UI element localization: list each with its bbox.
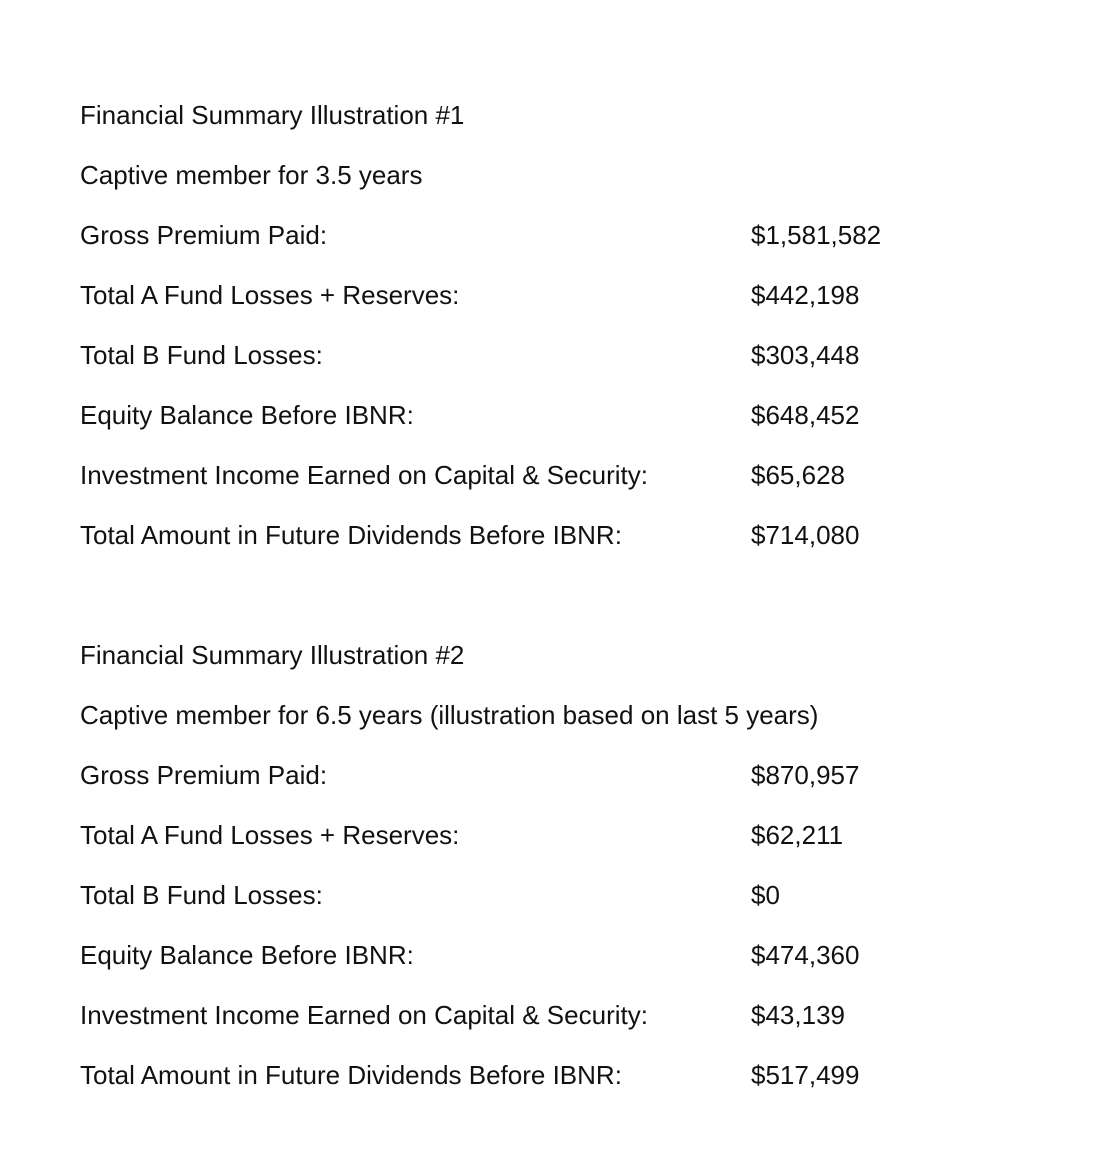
row-value: $442,198 <box>751 280 860 310</box>
illustration-1-title: Financial Summary Illustration #1 <box>80 100 465 130</box>
row-value: $62,211 <box>751 820 844 850</box>
row-label: Gross Premium Paid: <box>80 760 328 790</box>
row-value: $303,448 <box>751 340 860 370</box>
row-label: Total Amount in Future Dividends Before IBNR: <box>80 1060 622 1090</box>
row-label: Equity Balance Before IBNR: <box>80 400 414 430</box>
illustration-1-row-b-fund-losses <box>80 340 980 370</box>
illustration-1-subtitle: Captive member for 3.5 years <box>80 160 423 190</box>
row-label: Equity Balance Before IBNR: <box>80 940 414 970</box>
row-value: $43,139 <box>751 1000 845 1030</box>
illustration-2-row-future-dividends <box>80 1060 980 1090</box>
row-label: Total A Fund Losses + Reserves: <box>80 280 460 310</box>
row-label: Total B Fund Losses: <box>80 880 323 910</box>
row-label: Gross Premium Paid: <box>80 220 328 250</box>
illustration-1-row-future-dividends <box>80 520 980 550</box>
row-label: Investment Income Earned on Capital & Security: <box>80 460 648 490</box>
row-value: $0 <box>751 880 780 910</box>
illustration-2-title: Financial Summary Illustration #2 <box>80 640 465 670</box>
row-value: $870,957 <box>751 760 860 790</box>
row-value: $517,499 <box>751 1060 860 1090</box>
row-value: $1,581,582 <box>751 220 882 250</box>
illustration-2-row-equity-balance <box>80 940 980 970</box>
illustration-2-row-gross-premium <box>80 760 980 790</box>
illustration-1-row-gross-premium <box>80 220 980 250</box>
illustration-2-subtitle: Captive member for 6.5 years (illustration based on last 5 years) <box>80 700 819 730</box>
illustration-1-row-investment-income <box>80 460 980 490</box>
row-value: $648,452 <box>751 400 860 430</box>
row-label: Total A Fund Losses + Reserves: <box>80 820 460 850</box>
illustration-2-row-b-fund-losses <box>80 880 980 910</box>
illustration-2-row-investment-income <box>80 1000 980 1030</box>
illustration-1-row-equity-balance <box>80 400 980 430</box>
row-value: $474,360 <box>751 940 860 970</box>
row-label: Total B Fund Losses: <box>80 340 323 370</box>
row-label: Total Amount in Future Dividends Before IBNR: <box>80 520 622 550</box>
row-label: Investment Income Earned on Capital & Security: <box>80 1000 648 1030</box>
illustration-1-row-a-fund-losses <box>80 280 980 310</box>
row-value: $714,080 <box>751 520 860 550</box>
illustration-2-row-a-fund-losses <box>80 820 980 850</box>
row-value: $65,628 <box>751 460 845 490</box>
